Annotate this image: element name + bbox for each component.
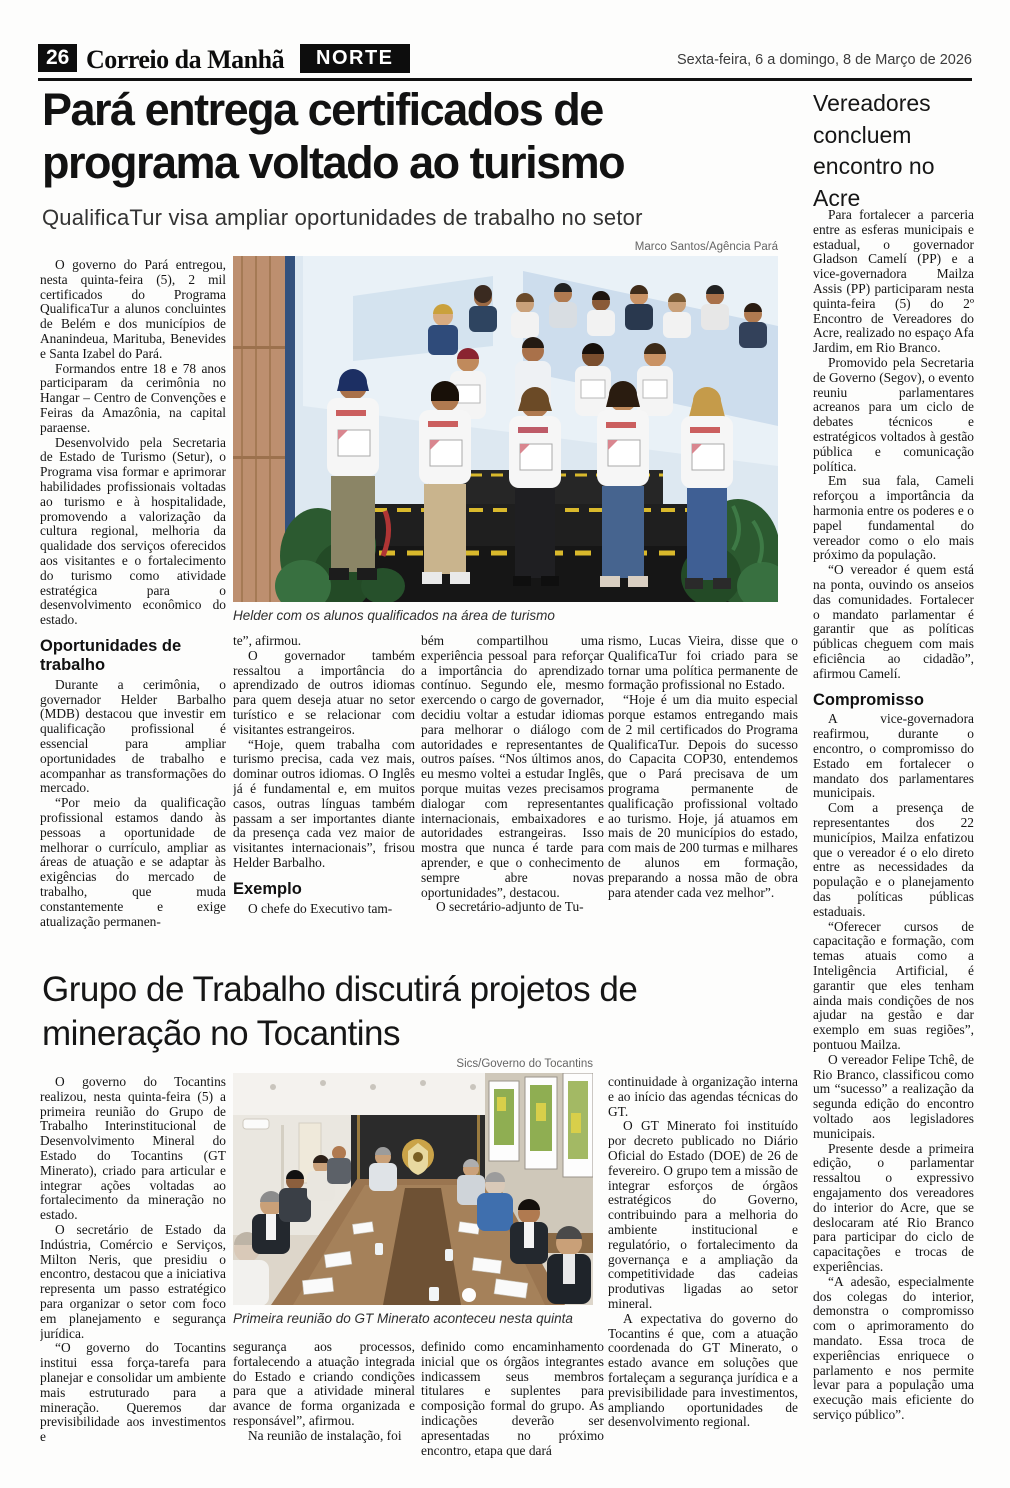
graduation-ceremony-photo-illustration: [233, 256, 778, 602]
body-paragraph: “O vereador é quem está na ponta, ouvindo os anseios das comunidades. Fortalecer o mandato parlamentar é garantir que as políticas públicas cheguem com mais eficiência ao cidadão”, afirmou Camelí.: [813, 562, 974, 681]
article2-headline: Grupo de Trabalho discutirá projetos de mineração no Tocantins: [42, 970, 638, 1054]
body-paragraph: segurança aos processos, fortalecendo a atuação integrada do Estado e criando condições para que a atividade mineral avance de forma organizada e responsável”, afirmou.: [233, 1340, 415, 1428]
sidebar-body: [813, 208, 974, 1466]
article1-photo-credit: Marco Santos/Agência Pará: [634, 241, 778, 253]
article1-column-4: [608, 634, 798, 960]
body-paragraph: O governo do Tocantins realizou, nesta quinta-feira (5) a primeira reunião do Grupo de Trabalho Interinstitucional de Desenvolvimento Mineral do Estado do Tocantins (GT Minerato), criado para articular e integrar ações voltadas ao fortalecimento da mineração no estado.: [40, 1075, 226, 1223]
body-paragraph: Promovido pela Secretaria de Governo (Segov), o evento reuniu parlamentares acreanos para um ciclo de debates técnicos e estratégicos voltados à gestão pública e comunicação política.: [813, 354, 974, 474]
body-paragraph: “Hoje é um dia muito especial porque estamos entregando mais de 2 mil certificados do Programa QualificaTur. Depois do sucesso do Capacita COP30, entendemos que o Pará precisava de um programa permanente de qualificação profissional voltado ao turismo. Hoje, já atuamos em mais de 20 municípios do estado, com mais de 200 turmas e milhares de alunos em formação, preparando a nossa mão de obra para atender cada vez melhor”.: [608, 692, 798, 900]
body-paragraph: te”, afirmou.: [233, 634, 302, 648]
section-subhead: Compromisso: [813, 690, 924, 709]
body-paragraph: O secretário de Estado da Indústria, Comércio e Serviços, Milton Neris, que presidiu o encontro, destacou que a iniciativa representa um passo estratégico para organizar o setor com foco em planejamento e segurança jurídica.: [40, 1221, 226, 1341]
body-paragraph: A expectativa do governo do Tocantins é que, com a atuação coordenada do GT Minerato, o estado avance em soluções que fortaleçam a segurança jurídica e a previsibilidade para investimentos, ampliando oportunidades de desenvolvimento regional.: [608, 1310, 798, 1430]
article1-headline: Pará entrega certificados de programa voltado ao turismo: [42, 84, 625, 188]
article2-column-2: [233, 1340, 415, 1475]
body-paragraph: Desenvolvido pela Secretaria de Estado de Turismo (Setur), o Programa visa formar e aprimorar habilidades profissionais voltadas ao turismo e à hospitalidade, promovendo a valorização da cultura regional, melhoria da qualidade dos serviços oferecidos aos visitantes e o fortalecimento do turismo como atividade estratégica para o desenvolvimento econômico do estado.: [40, 434, 226, 628]
body-paragraph: bém compartilhou uma experiência pessoal para reforçar a importância do aprendizado contínuo. Segundo ele, mesmo exercendo o cargo de governador, decidiu voltar a estudar idiomas para melhorar o diálogo com autoridades e representantes de outros países. “Nos últimos anos, eu mesmo voltei a estudar Inglês, porque muitas vezes precisamos dialogar com representantes internacionais, embaixadores e autoridades estrangeiras. Isso mostra que nunca é tarde para aprender, e que o conhecimento sempre abre novas oportunidades”, destacou.: [421, 634, 604, 900]
body-paragraph: rismo, Lucas Vieira, disse que o QualificaTur foi criado para se tornar uma política permanente de formação profissional no Estado.: [608, 634, 798, 693]
article1-column-3: [421, 634, 604, 960]
body-paragraph: Presente desde a primeira edição, o parlamentar ressaltou o expressivo engajamento dos vereadores do interior do Acre, que se deslocaram até Rio Branco para participar do ciclo de capacitações e trocas de experiências.: [813, 1140, 974, 1274]
body-paragraph: “Oferecer cursos de capacitação e formação, com temas atuais como a Inteligência Artificial, é garantir que eles tenham ainda mais condições de nos ajudar na gestão e dar exemplo em suas regiões”, pontuou Mailza.: [813, 918, 974, 1052]
body-paragraph: A vice-governadora reafirmou, durante o encontro, o compromisso do Estado em fortalecer o mandato dos parlamentares municipais.: [813, 711, 974, 801]
body-paragraph: O GT Minerato foi instituído por decreto publicado no Diário Oficial do Estado (DOE) de 26 de fevereiro. O grupo tem a missão de integrar esforços de órgãos estratégicos do Governo, contribuindo para a melhoria do ambiente institucional e regulatório, o fortalecimento da governança e a ampliação da competitividade das cadeias produtivas ligadas ao setor mineral.: [608, 1118, 798, 1311]
body-paragraph: O governador também ressaltou a importância do aprendizado de outros idiomas para quem deseja atuar no setor turístico e se relacionar com visitantes estrangeiros.: [233, 647, 415, 737]
page-header: [38, 44, 972, 80]
article1-photo: [233, 256, 778, 602]
section-subhead: Oportunidades de trabalho: [40, 636, 182, 674]
article2-column-1: [40, 1075, 226, 1473]
body-paragraph: “A adesão, especialmente dos colegas do interior, demonstra o compromisso com o aprimoramento do mandato. Essa troca de experiências enriquece o parlamento e nos permite levar para a população uma execução mais eficiente do serviço público”.: [813, 1273, 974, 1422]
sidebar-headline: Vereadores concluem encontro no Acre: [813, 90, 935, 212]
body-paragraph: Para fortalecer a parceria entre as esferas municipais e estadual, o governador Gladson Camelí (PP) e a vice-governadora Mailza Assis (PP) participaram nesta quinta-feira (5) do 2º Encontro de Vereadores do Acre, realizado no espaço Afa Jardim, em Rio Branco.: [813, 208, 974, 356]
body-paragraph: continuidade à organização interna e ao início das agendas técnicas do GT.: [608, 1075, 798, 1119]
body-paragraph: Na reunião de instalação, foi: [248, 1427, 402, 1443]
article2-column-3: [421, 1340, 604, 1475]
article2-column-4: [608, 1075, 798, 1473]
article1-photo-caption: Helder com os alunos qualificados na área de turismo: [233, 608, 555, 623]
body-paragraph: O secretário-adjunto de Tu-: [436, 899, 584, 915]
section-label: NORTE: [300, 44, 410, 73]
body-paragraph: O chefe do Executivo tam-: [248, 900, 393, 916]
body-paragraph: “Por meio da qualificação profissional estamos dando às pessoas a oportunidade de melhorar o currículo, ampliar as áreas de atuação e se adaptar às exigências do mercado de trabalho, que muda constantemente e exige atualização permanen-: [40, 795, 226, 929]
meeting-room-photo-illustration: [233, 1073, 593, 1305]
body-paragraph: “O governo do Tocantins institui essa força-tarefa para planejar e consolidar um ambiente mais estruturado para a mineração. Queremos dar previsibilidade aos investimentos e: [40, 1340, 226, 1445]
body-paragraph: Com a presença de representantes dos 22 municípios, Mailza enfatizou que o vereador é o elo direto entre as necessidades da população e o planejamento das políticas públicas estaduais.: [813, 800, 974, 919]
article1-column-1: [40, 258, 226, 960]
page-number: 26: [38, 44, 77, 72]
article2-photo-caption: Primeira reunião do GT Minerato aconteceu nesta quinta: [233, 1311, 573, 1326]
section-subhead: Exemplo: [233, 879, 302, 898]
body-paragraph: Formandos entre 18 e 78 anos participaram da cerimônia no Hangar – Centro de Convenções e Feiras da Amazônia, na capital paraense.: [40, 360, 226, 435]
body-paragraph: O vereador Felipe Tchê, de Rio Branco, classificou como um “sucesso” a realização da segunda edição do encontro voltado aos legisladores municipais.: [813, 1051, 974, 1141]
edition-date: Sexta-feira, 6 a domingo, 8 de Março de 2026: [676, 52, 972, 68]
body-paragraph: Durante a cerimônia, o governador Helder Barbalho (MDB) destacou que investir em qualificação profissional é essencial para ampliar oportunidades de trabalho e acompanhar as transformações do mercado.: [40, 676, 226, 796]
header-rule: [38, 78, 972, 81]
body-paragraph: O governo do Pará entregou, nesta quinta-feira (5), 2 mil certificados do Programa QualificaTur a alunos concluintes de Belém e dos municípios de Ananindeua, Marituba, Benevides e Santa Izabel do Pará.: [40, 258, 226, 361]
body-paragraph: Em sua fala, Cameli reforçou a importância da harmonia entre os poderes e o papel fundamental do vereador como o elo mais próximo da população.: [813, 473, 974, 563]
masthead-logo: Correio da Manhã: [86, 45, 285, 74]
article2-photo: [233, 1073, 593, 1305]
article1-column-2: [233, 634, 415, 960]
map-frames: [489, 1073, 593, 1177]
body-paragraph: definido como encaminhamento inicial que os órgãos integrantes indicassem seus membros titulares e suplentes para composição formal do grupo. As indicações deverão ser apresentadas no próximo encontro, etapa que dará: [421, 1340, 604, 1458]
article2-photo-credit: Sics/Governo do Tocantins: [456, 1058, 593, 1070]
body-paragraph: “Hoje, quem trabalha com turismo precisa, cada vez mais, dominar outros idiomas. O Inglês já é fundamental e, em muitos casos, outras línguas também passam a ser importantes diante da presença cada vez maior de visitantes internacionais”, frisou Helder Barbalho.: [233, 736, 415, 870]
article1-deck: QualificaTur visa ampliar oportunidades de trabalho no setor: [42, 205, 643, 230]
